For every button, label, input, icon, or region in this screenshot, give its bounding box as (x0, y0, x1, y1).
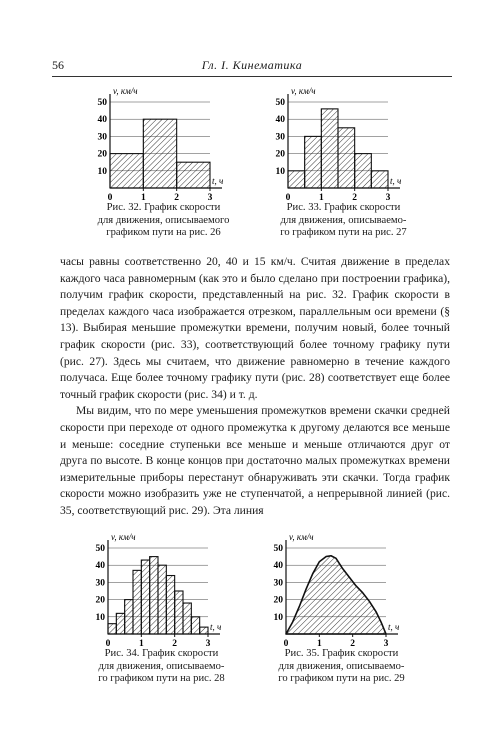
caption-fig-33 (256, 202, 431, 240)
x-tick-label: 2 (174, 193, 180, 203)
bar (143, 119, 176, 188)
bar (125, 600, 133, 634)
y-tick-label: 20 (275, 149, 285, 160)
bar (110, 154, 143, 188)
figure-35 (260, 530, 420, 648)
figure-34 (82, 530, 242, 648)
bar (116, 613, 124, 634)
y-tick-label: 20 (273, 595, 283, 606)
body-text (60, 254, 450, 520)
caption-line: для движения, описываемо- (280, 214, 407, 226)
caption-line: го графиком пути на рис. 29 (278, 673, 405, 684)
bar (355, 154, 372, 188)
bar (108, 624, 116, 634)
y-tick-label: 30 (97, 132, 107, 143)
y-tick-label: 10 (273, 612, 283, 623)
bar (183, 603, 191, 634)
y-tick-label: 10 (97, 166, 107, 177)
x-tick-label: 0 (105, 639, 111, 649)
y-tick-label: 50 (97, 98, 107, 108)
x-tick-label: 3 (207, 193, 213, 203)
y-tick-label: 10 (95, 612, 105, 623)
x-tick-label: 0 (285, 193, 291, 203)
x-tick-label: 0 (107, 193, 113, 203)
figure-32 (84, 84, 244, 202)
bar (158, 565, 166, 634)
y-tick-label: 40 (275, 115, 285, 126)
y-tick-label: 10 (275, 166, 285, 177)
running-title: Гл. I. Кинематика (201, 58, 303, 72)
x-tick-label: 3 (385, 193, 391, 203)
y-tick-label: 30 (95, 578, 105, 589)
caption-line: Рис. 34. График скорости (104, 648, 219, 659)
y-tick-label: 50 (273, 544, 283, 554)
x-tick-label: 3 (205, 639, 211, 649)
x-axis-label: t, ч (212, 176, 224, 186)
chart-fig-35 (260, 530, 420, 648)
page-header (52, 58, 452, 78)
x-axis-label: t, ч (390, 176, 402, 186)
velocity-curve (286, 556, 386, 634)
x-tick-label: 1 (138, 639, 144, 649)
y-tick-label: 40 (95, 561, 105, 572)
y-tick-label: 20 (97, 149, 107, 160)
y-tick-label: 20 (95, 595, 105, 606)
caption-fig-34 (74, 648, 249, 686)
bar (305, 136, 322, 188)
caption-fig-35 (254, 648, 429, 686)
caption-fig-32 (76, 202, 251, 240)
chart-fig-32 (84, 84, 244, 202)
caption-line: для движения, описываемо- (278, 660, 405, 672)
chart-fig-33 (262, 84, 422, 202)
bar (141, 560, 149, 634)
bar (166, 576, 174, 634)
bar (288, 171, 305, 188)
bar (177, 162, 210, 188)
bar (200, 627, 208, 634)
bar (191, 617, 199, 634)
caption-line: графиком пути на рис. 26 (106, 227, 221, 238)
y-tick-label: 50 (95, 544, 105, 554)
x-tick-label: 2 (350, 639, 356, 649)
x-tick-label: 1 (318, 193, 324, 203)
caption-line: Рис. 32. График скорости (106, 202, 221, 213)
y-tick-label: 30 (273, 578, 283, 589)
page-number: 56 (52, 58, 64, 72)
caption-line: Рис. 35. График скорости (284, 648, 399, 659)
y-axis-label: v, км/ч (111, 532, 136, 542)
y-tick-label: 40 (97, 115, 107, 126)
bar (175, 591, 183, 634)
y-axis-label: v, км/ч (289, 532, 314, 542)
paragraph: Мы видим, что по мере уменьшения промежутков времени скачки средней скорости при переходе от одного промежутка к другому делаются все меньше и меньше: соседние ступеньки все меньше и меньше отличаются друг от друга по высоте. В конце концов при достаточно малых промежутках времени измерительные приборы перестанут обнаруживать эти скачки. Тогда график скорости можно изобразить уже не ступенчатой, а непрерывной линией (рис. 35, соответствующий рис. 29). Эта линия (60, 404, 450, 517)
y-tick-label: 50 (275, 98, 285, 108)
bar (150, 557, 158, 634)
bar (371, 171, 388, 188)
y-axis-label: v, км/ч (113, 86, 138, 96)
y-axis-label: v, км/ч (291, 86, 316, 96)
x-axis-label: t, ч (388, 622, 400, 632)
figure-33 (262, 84, 422, 202)
x-tick-label: 3 (383, 639, 389, 649)
paragraph: часы равны соответственно 20, 40 и 15 км/ч. Считая движение в пределах каждого часа равномерным (как это и было сделано при построении графика), получим график скорости, представленный на рис. 32. График скорости в пределах каждого часа изображается отрезком, параллельным оси времени (§ 13). Выбирая меньшие промежутки времени, получим новый, более точный график скорости (рис. 33), соответствующий более точному графику пути (рис. 27). Здесь мы считаем, что движение равномерно в течение каждого получаса. Еще более точному графику пути (рис. 28) соответствует еще более точный график скорости (рис. 34) и т. д. (60, 255, 450, 401)
y-tick-label: 30 (275, 132, 285, 143)
caption-line: для движения, описываемо- (98, 660, 225, 672)
bar (321, 109, 338, 188)
caption-line: для движения, описываемого (97, 214, 230, 226)
header-rule (52, 76, 452, 77)
x-tick-label: 0 (283, 639, 289, 649)
y-tick-label: 40 (273, 561, 283, 572)
x-axis-label: t, ч (210, 622, 222, 632)
x-tick-label: 1 (316, 639, 322, 649)
x-tick-label: 2 (172, 639, 178, 649)
caption-line: го графиком пути на рис. 28 (98, 673, 225, 684)
x-tick-label: 1 (140, 193, 146, 203)
caption-line: го графиком пути на рис. 27 (280, 227, 407, 238)
x-tick-label: 2 (352, 193, 358, 203)
caption-line: Рис. 33. График скорости (286, 202, 401, 213)
bar (338, 128, 355, 188)
bar (133, 570, 141, 634)
chart-fig-34 (82, 530, 242, 648)
